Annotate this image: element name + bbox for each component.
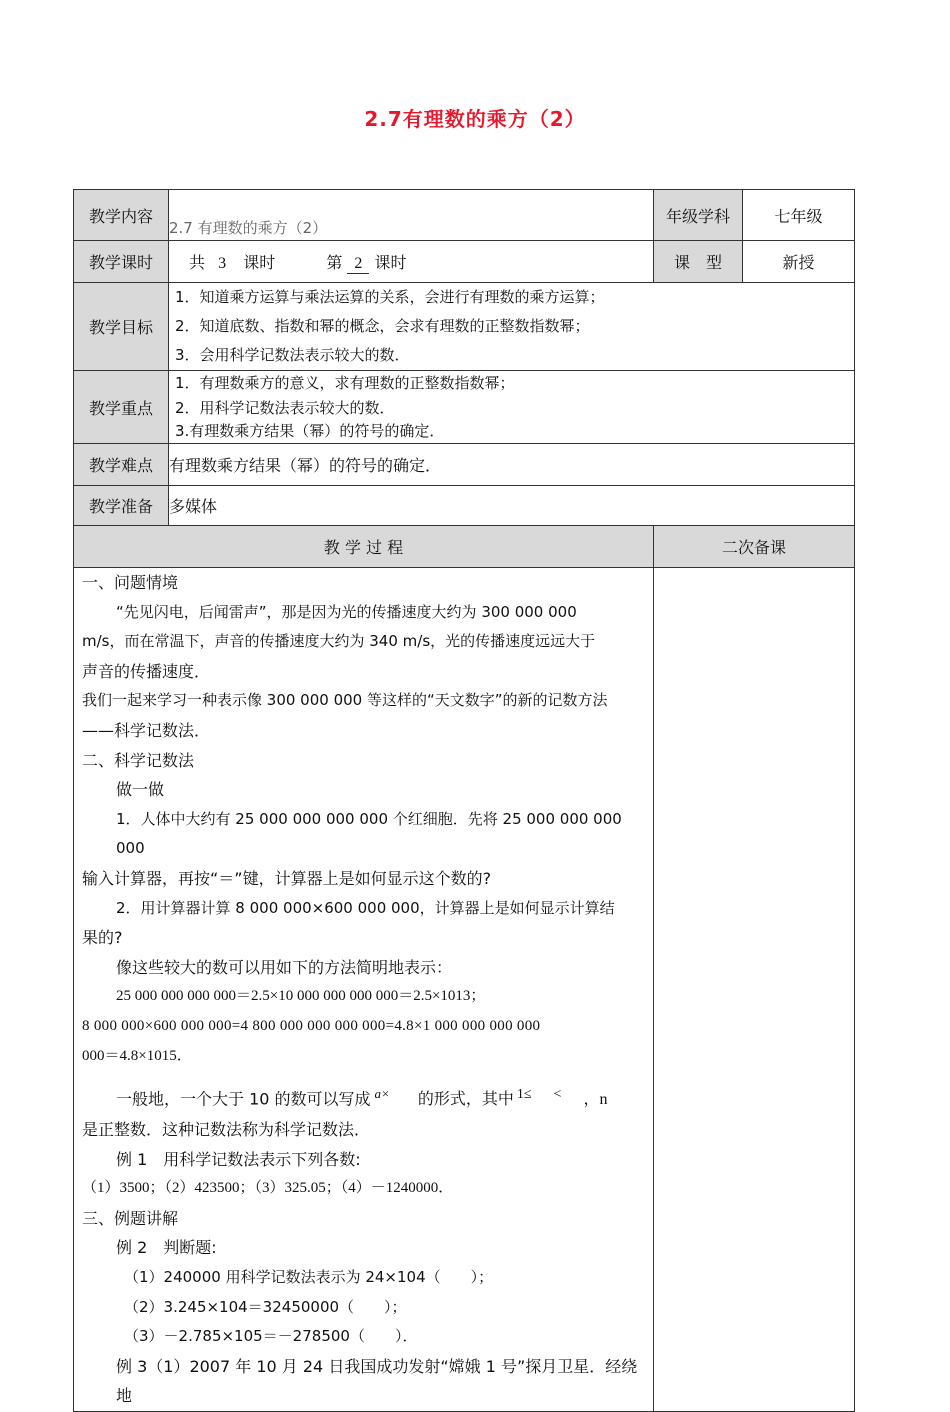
lesson-type-value: 新授 <box>743 241 855 283</box>
row-objectives <box>74 283 855 371</box>
label-lesson-type: 课 型 <box>654 241 743 283</box>
objectives-list <box>169 283 855 371</box>
paragraph-line: 2．用计算器计算 8 000 000×600 000 000，计算器上是如何显示计算结 <box>116 898 615 917</box>
key-points-list <box>169 371 855 444</box>
label-difficulties: 教学难点 <box>74 444 169 486</box>
example-line: （1）240000 用科学记数法表示为 24×104（ ）； <box>124 1267 494 1286</box>
backup-notes-area <box>654 568 855 1412</box>
page-title: 2.7有理数的乘方（2） <box>364 107 586 131</box>
backup-header: 二次备课 <box>654 526 855 568</box>
lesson-plan-table <box>73 189 855 1412</box>
paragraph-line: 我们一起来学习一种表示像 300 000 000 等这样的“天文数字”的新的记数方法 <box>82 691 608 710</box>
formula-line: 25 000 000 000 000＝2.5×10 000 000 000 000＝2.5×1013； <box>116 988 486 1005</box>
example-line: 例 1 用科学记数法表示下列各数: <box>116 1149 361 1169</box>
process-content <box>74 568 654 1412</box>
key-point-item: 3.有理数乘方结果（幂）的符号的确定． <box>175 422 445 440</box>
formula-line: 000＝4.8×1015． <box>82 1047 192 1064</box>
example-line: 例 3（1）2007 年 10 月 24 日我国成功发射“嫦娥 1 号”探月卫星．经绕地 <box>116 1356 638 1406</box>
paragraph-line: “先见闪电，后闻雷声”，那是因为光的传播速度大约为 300 000 000 <box>116 602 577 621</box>
key-point-item: 2．用科学记数法表示较大的数． <box>175 399 395 417</box>
section-heading: 一、问题情境 <box>82 573 179 592</box>
objective-item: 1．知道乘方运算与乘法运算的关系，会进行有理数的乘方运算； <box>175 288 605 306</box>
label-preparation: 教学准备 <box>74 486 169 526</box>
key-point-item: 1．有理数乘方的意义，求有理数的正整数指数幂； <box>175 374 515 392</box>
section-heading: 二、科学记数法 <box>82 750 195 770</box>
paragraph-line: 声音的传播速度． <box>82 661 211 681</box>
formula-line: 8 000 000×600 000 000=4 800 000 000 000 000=4.8×1 000 000 000 000 <box>82 1017 541 1034</box>
objective-item: 2．知道底数、指数和幂的概念，会求有理数的正整数指数幂； <box>175 317 590 335</box>
row-key-points <box>74 371 855 444</box>
paragraph-line: 是正整数．这种记数法称为科学记数法． <box>82 1120 371 1140</box>
difficulties-value: 有理数乘方结果（幂）的符号的确定． <box>169 444 855 486</box>
example-line: 例 2 判断题: <box>116 1238 217 1258</box>
row-preparation <box>74 486 855 526</box>
paragraph-line: ——科学记数法． <box>82 720 211 740</box>
section-heading: 三、例题讲解 <box>82 1208 179 1228</box>
label-grade-subject: 年级学科 <box>654 190 743 241</box>
label-objectives: 教学目标 <box>74 283 169 371</box>
objective-item: 3．会用科学记数法表示较大的数． <box>175 346 410 364</box>
paragraph-line: m/s，而在常温下，声音的传播速度大约为 340 m/s，光的传播速度远远大于 <box>82 632 596 651</box>
label-content: 教学内容 <box>74 190 169 241</box>
example-line: （1）3500；（2）423500；（3）325.05；（4）－1240000． <box>82 1180 454 1197</box>
paragraph-line: 1．人体中大约有 25 000 000 000 000 个红细胞．先将 25 000 000 000 000 <box>116 809 622 858</box>
paragraph-line: 输入计算器，再按“＝”键，计算器上是如何显示这个数的? <box>82 868 492 888</box>
row-section-headers <box>74 526 855 568</box>
content-value: 2.7 有理数的乘方（2） <box>169 190 654 241</box>
label-periods: 教学课时 <box>74 241 169 283</box>
row-process-body <box>74 568 855 1412</box>
row-difficulties <box>74 444 855 486</box>
row-content <box>74 190 855 241</box>
paragraph-line: 像这些较大的数可以用如下的方法简明地表示： <box>116 957 453 977</box>
paragraph-line: 果的? <box>82 928 123 948</box>
label-key-points: 教学重点 <box>74 371 169 444</box>
grade-value: 七年级 <box>743 190 855 241</box>
definition-line: 一般地，一个大于 10 的数可以写成 $^{a\times}$ 的形式，其中 1≤ < ，n <box>116 1086 608 1109</box>
process-header: 教 学 过 程 <box>74 526 654 568</box>
periods-value: 共 3 课时 第 2 课时 <box>169 241 654 283</box>
example-line: （3）－2.785×105＝－278500（ ）． <box>124 1327 418 1346</box>
row-periods <box>74 241 855 283</box>
example-line: （2）3.245×104＝32450000（ ）； <box>124 1297 407 1316</box>
subheading: 做一做 <box>116 780 165 800</box>
preparation-value: 多媒体 <box>169 486 855 526</box>
